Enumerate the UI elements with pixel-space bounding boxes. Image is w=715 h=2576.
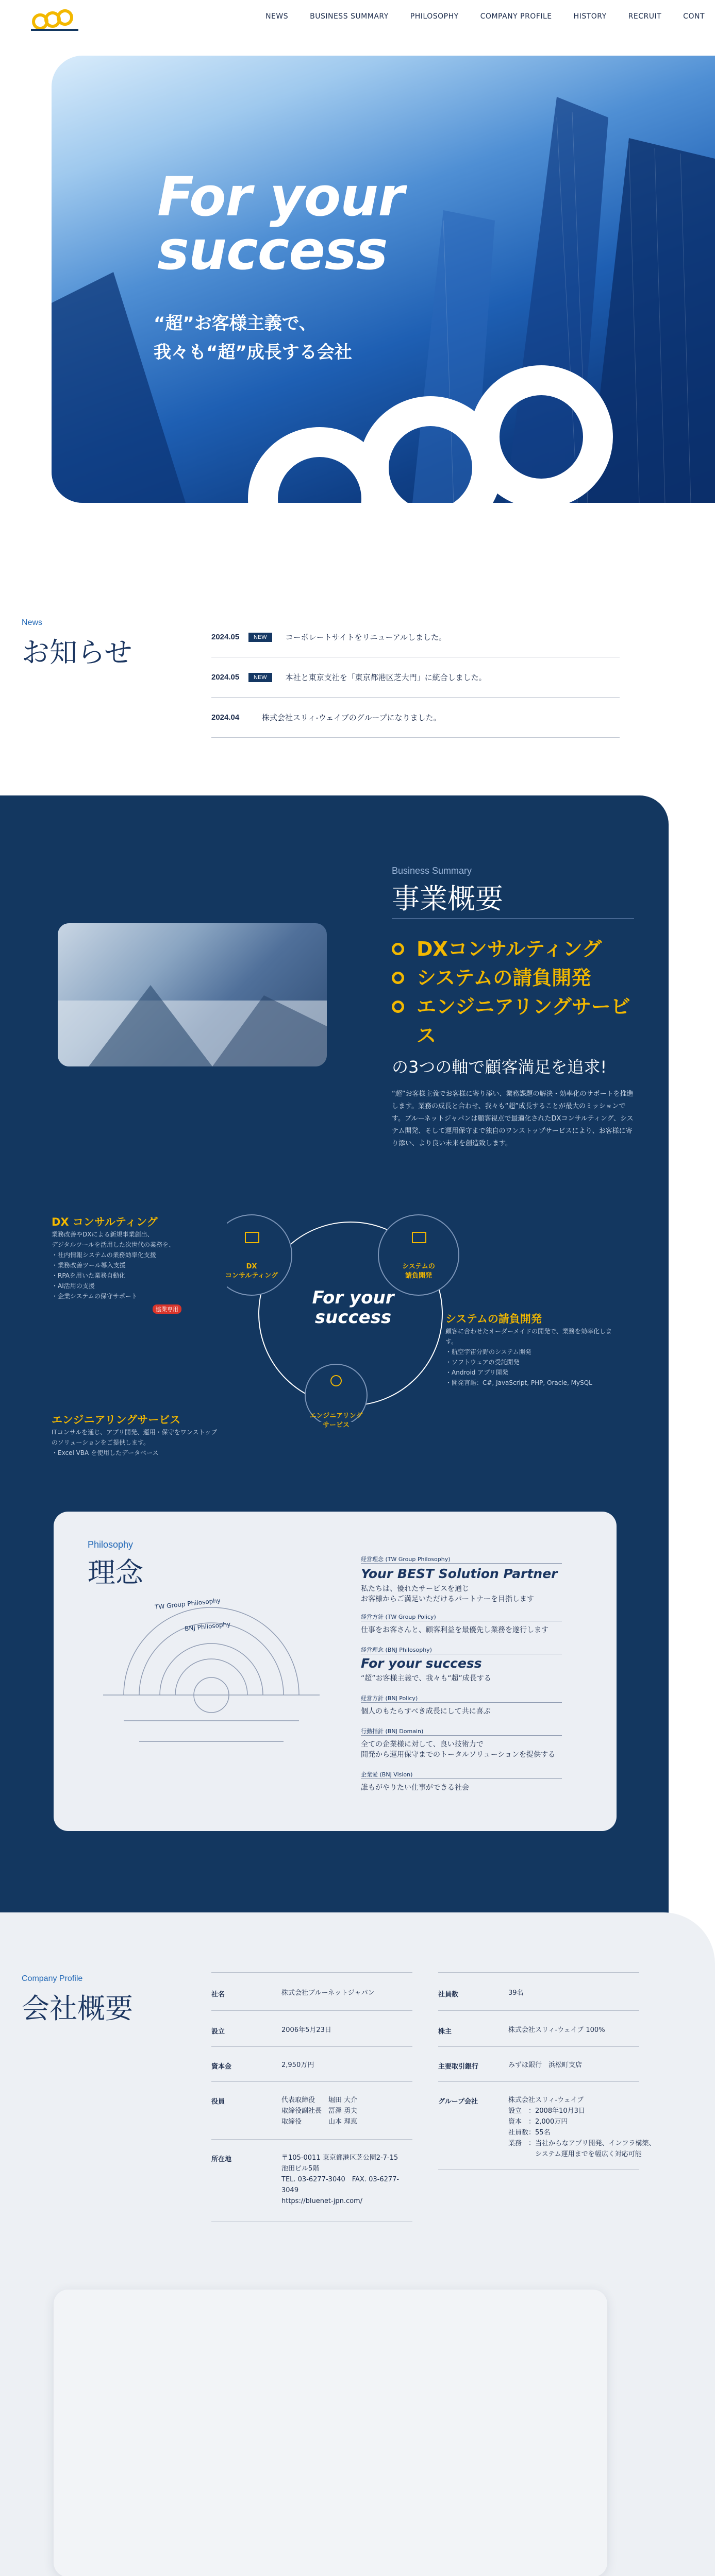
ring-inner-label: BNJ Philosophy (184, 1620, 231, 1633)
news-title: 本社と東京支社を「東京都港区芝大門」に統合しました。 (285, 673, 487, 682)
business-heading: 事業概要 (392, 883, 503, 915)
divider (361, 1735, 562, 1736)
philosophy-block-text: 誰もがやりたい仕事ができる社会 (361, 1784, 469, 1792)
engineering-description: ITコンサルを通じ、アプリ開発、運用・保守をワンストップのソリューションをご提供します。 ・Excel VBA を使用したデータベース (52, 1429, 218, 1456)
philosophy-label-en: Philosophy (88, 1539, 134, 1550)
philosophy-block-label: 経営方針 (TW Group Policy) (361, 1614, 436, 1620)
circle-engineering-label: エンジニアリング サービス (309, 1412, 363, 1429)
profile-value: 39名 (508, 1989, 524, 1997)
profile-key: 役員 (211, 2098, 225, 2106)
ring-outer-label: TW Group Philosophy (154, 1597, 221, 1611)
profile-key: グループ会社 (438, 2098, 478, 2106)
main-nav (265, 12, 705, 21)
philosophy-block-text: “超”お客様主義で、我々も“超”成長する (361, 1674, 491, 1683)
system-dev-title: システムの請負開発 (445, 1313, 542, 1325)
map-embed[interactable] (54, 2290, 607, 2576)
badge: 協業専用 (153, 1304, 181, 1314)
philosophy-block-text: 仕事をお客さんと、顧客利益を最優先し業務を遂行します (361, 1626, 548, 1634)
business-axis-item: エンジニアリングサービス (392, 992, 634, 1050)
divider (438, 2046, 639, 2047)
divider (438, 2010, 639, 2011)
dx-description: 業務改善やDXによる新規事業創出、 デジタルツールを活用した次世代の業務を、 ・社内情報システムの業務効率化支援 ・業務改善ツール導入支援 ・RPAを用いた業務自動化 ・AI活用の支援 ・企業システムの保守サポート (52, 1231, 175, 1300)
divider (211, 2081, 412, 2082)
business-lead: の3つの軸で顧客満足を追求! (392, 1057, 607, 1077)
nav-business-summary[interactable]: BUSINESS SUMMARY (310, 12, 389, 21)
system-dev-description: 顧客に合わせたオーダーメイドの開発で、業務を効率化します。 ・航空宇宙分野のシステム開発 ・ソフトウェアの受託開発 ・Android アプリ開発 ・開発言語：C#, JavaScript, PHP, Oracle, MySQL (445, 1328, 612, 1386)
divider (211, 1972, 412, 1973)
business-description: “超”お客様主義でお客様に寄り添い、業務課題の解決・効率化のサポートを推進します。業務の成長と合わせ、我々も“超”成長することが最大のミッションです。ブルーネットジャパンは顧客視点で最適化されたDXコンサルティング、システム開発、そして運用保守まで独自のワンストップサービスにより、お客様に寄り添い、より良い未来を創造致します。 (392, 1090, 634, 1147)
profile-key: 株主 (438, 2028, 452, 2036)
business-axis-item: システムの請負開発 (392, 963, 634, 992)
business-meeting-photo (58, 923, 327, 1066)
diagram-center-title: For your success (312, 1287, 394, 1328)
circle-dx-label: DX コンサルティング (225, 1263, 278, 1280)
nav-news[interactable]: NEWS (265, 12, 289, 21)
philosophy-block-head: Your BEST Solution Partner (361, 1566, 558, 1581)
nav-philosophy[interactable]: PHILOSOPHY (410, 12, 459, 21)
divider (211, 2139, 412, 2140)
profile-key: 資本金 (211, 2063, 232, 2071)
divider (211, 2010, 412, 2011)
divider (361, 1563, 562, 1564)
ring-bullet-icon (392, 1001, 404, 1013)
dx-title: DX コンサルティング (52, 1216, 158, 1228)
philosophy-block-text: 個人のもたらすべき成長にして共に喜ぶ (361, 1707, 491, 1716)
nav-recruit[interactable]: RECRUIT (628, 12, 662, 21)
nav-company-profile[interactable]: COMPANY PROFILE (480, 12, 552, 21)
new-badge: NEW (248, 673, 272, 682)
divider (392, 918, 634, 919)
profile-value: 株式会社ブルーネットジャパン (281, 1989, 375, 1997)
company-label-en: Company Profile (22, 1974, 83, 1983)
philosophy-block-label: 行動指針 (BNJ Domain) (361, 1728, 424, 1735)
news-label-en: News (22, 618, 43, 627)
new-badge: NEW (248, 633, 272, 642)
profile-key: 主要取引銀行 (438, 2063, 479, 2071)
ring-bullet-icon (392, 943, 404, 955)
news-item[interactable] (211, 657, 620, 698)
circle-system-label: システムの 請負開発 (402, 1263, 435, 1280)
hero-subtitle: “超”お客様主義で、 我々も“超”成長する会社 (154, 313, 352, 363)
business-label-en: Business Summary (392, 866, 472, 876)
news-title: 株式会社スリィ-ウェイブのグループになりました。 (262, 713, 441, 722)
philosophy-heading: 理念 (88, 1556, 143, 1589)
divider (438, 2169, 639, 2170)
engineering-title: エンジニアリングサービス (52, 1414, 181, 1426)
profile-value: 株式会社スリィ-ウェイブ 100% (508, 2026, 605, 2034)
philosophy-block-text: 全ての企業様に対して、良い技術力で 開発から運用保守までのトータルソリューションを提供する (361, 1740, 556, 1759)
profile-value: 代表取締役 堀田 大介 取締役副社長 冨澤 勇夫 取締役 山本 理恵 (281, 2096, 358, 2126)
news-title: コーポレートサイトをリニューアルしました。 (285, 633, 446, 642)
news-date: 2024.04 (211, 713, 240, 722)
philosophy-block-head: For your success (361, 1656, 482, 1671)
profile-key: 社名 (211, 1991, 225, 1998)
company-heading: 会社概要 (22, 1992, 133, 2025)
profile-key: 設立 (211, 2028, 225, 2036)
divider (361, 1702, 562, 1703)
hero-banner (52, 56, 715, 503)
divider (211, 2046, 412, 2047)
news-date: 2024.05 (211, 673, 240, 682)
news-date: 2024.05 (211, 633, 240, 641)
profile-value: 2006年5月23日 (281, 2026, 331, 2034)
profile-value: 株式会社スリィ-ウェイブ 設立 ：2008年10月3日 資本 ：2,000万円 社員数：55名 業務 ：当社からなアプリ開発、インフラ構築、 システム運用までを幅広く対応可能 (508, 2096, 656, 2158)
divider (438, 2081, 639, 2082)
philosophy-ring-diagram (103, 1587, 320, 1803)
philosophy-block-text: 私たちは、優れたサービスを通じ お客様からご満足いただけるパートナーを目指します (361, 1585, 534, 1603)
divider (361, 1778, 562, 1779)
philosophy-block-label: 経営方針 (BNJ Policy) (361, 1695, 418, 1702)
profile-value: 2,950万円 (281, 2061, 314, 2069)
news-item[interactable] (211, 617, 620, 657)
philosophy-block-label: 経営理念 (TW Group Philosophy) (361, 1556, 451, 1563)
bluenet-logo[interactable] (31, 9, 98, 33)
philosophy-block-label: 経営理念 (BNJ Philosophy) (361, 1647, 432, 1653)
nav-history[interactable]: HISTORY (573, 12, 607, 21)
profile-key: 所在地 (211, 2156, 232, 2163)
business-axis-item: DXコンサルティング (392, 935, 634, 963)
profile-value: 〒105-0011 東京都港区芝公園2-7-15 池田ビル5階 TEL. 03-6277-3040 FAX. 03-6277- 3049 https://bluenet-jpn.com/ (281, 2154, 400, 2205)
ring-bullet-icon (392, 972, 404, 984)
profile-key: 社員数 (438, 1991, 459, 1998)
news-item[interactable] (211, 698, 620, 738)
divider (438, 1972, 639, 1973)
philosophy-block-label: 企業愛 (BNJ Vision) (361, 1771, 413, 1778)
business-axis-list (392, 935, 634, 1050)
news-heading: お知らせ (22, 636, 132, 669)
profile-value: みずほ銀行 浜松町支店 (508, 2061, 583, 2069)
site-header (0, 0, 715, 36)
nav-contact[interactable]: CONT (683, 12, 705, 21)
hero-title: For your success (157, 165, 404, 282)
news-list (211, 617, 620, 738)
